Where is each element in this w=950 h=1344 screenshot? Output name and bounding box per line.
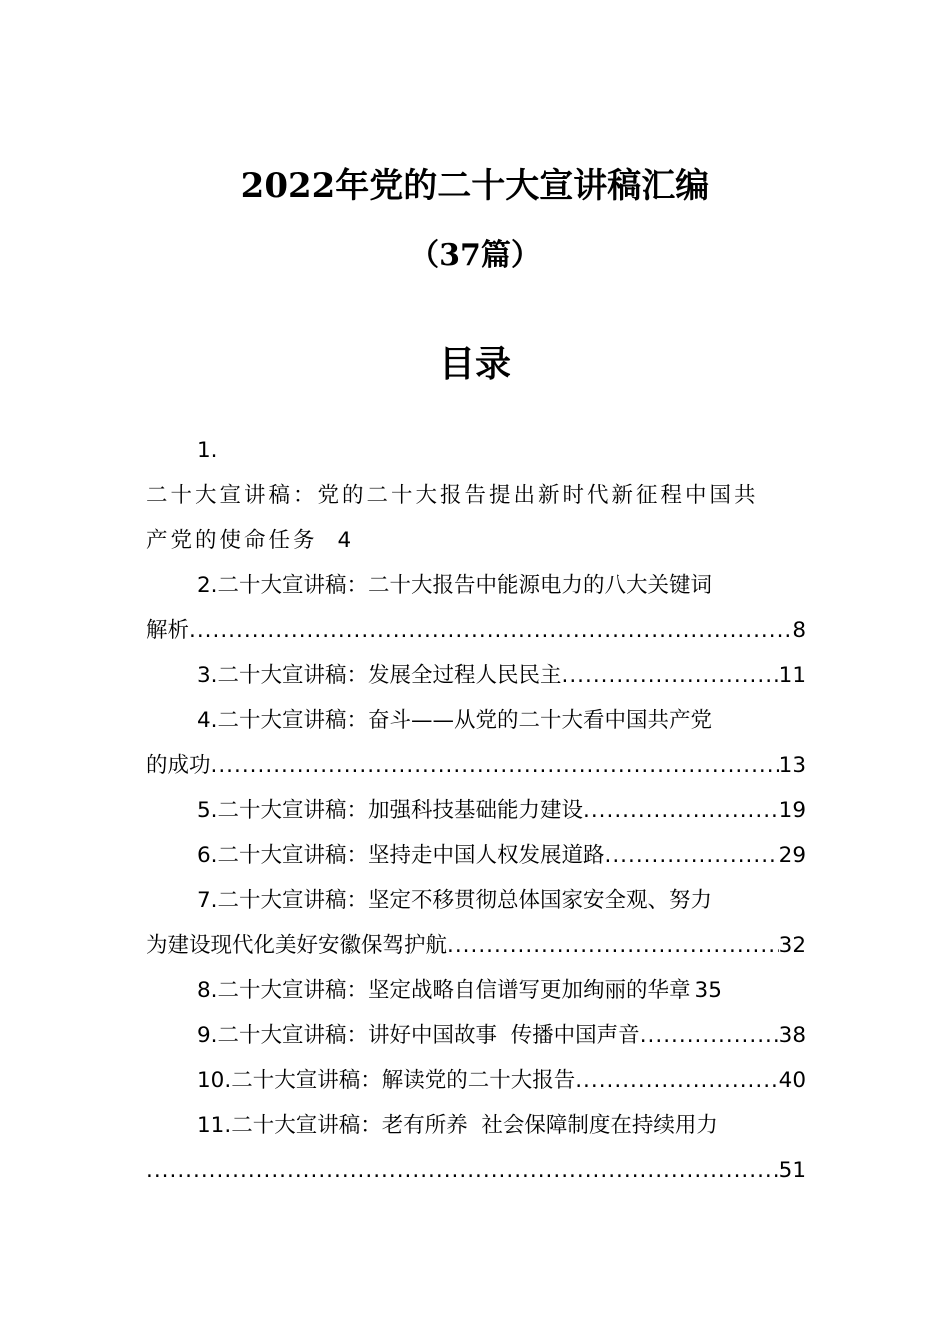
toc-heading: 目录 — [438, 343, 511, 385]
toc-entry-page: 32 — [778, 933, 806, 958]
toc-entry-5[interactable] — [146, 788, 806, 833]
toc-entry-11-line-a[interactable] — [146, 1103, 806, 1148]
toc-entry-1-line-a[interactable] — [146, 473, 806, 518]
toc-entry-page: 19 — [778, 798, 806, 823]
toc-entry-text: 为建设现代化美好安徽保驾护航 — [146, 933, 448, 958]
toc-entry-text: 11.二十大宣讲稿：老有所养 社会保障制度在持续用力 — [197, 1113, 718, 1138]
toc-entry-7-line-a[interactable] — [146, 878, 806, 923]
toc-entry-text: 6.二十大宣讲稿：坚持走中国人权发展道路 — [197, 843, 605, 868]
toc-entry-page: 38 — [778, 1023, 806, 1048]
toc-entry-page: 51 — [778, 1158, 806, 1183]
dot-leader — [640, 1013, 779, 1058]
toc-entry-1-number[interactable] — [146, 428, 806, 473]
toc-entry-text: 8.二十大宣讲稿：坚定战略自信谱写更加绚丽的华章 — [197, 978, 691, 1003]
dot-leader — [146, 1148, 779, 1193]
dot-leader — [211, 743, 779, 788]
toc-entry-11-line-b[interactable] — [146, 1148, 806, 1193]
dot-leader — [583, 788, 779, 833]
toc-entry-7-line-b[interactable] — [146, 923, 806, 968]
dot-leader — [575, 1058, 778, 1103]
dot-leader — [605, 833, 779, 878]
toc-entry-text: 产党的使命任务 — [146, 528, 318, 553]
toc-entry-page: 40 — [778, 1068, 806, 1093]
document-title: 2022年党的二十大宣讲稿汇编 — [240, 166, 710, 206]
toc-entry-text: 二十大宣讲稿：党的二十大报告提出新时代新征程中国共 — [146, 483, 759, 508]
toc-entry-text: 5.二十大宣讲稿：加强科技基础能力建设 — [197, 798, 584, 823]
toc-entry-2-line-b[interactable] — [146, 608, 806, 653]
table-of-contents — [146, 428, 806, 1193]
dot-leader — [189, 608, 792, 653]
toc-entry-text: 3.二十大宣讲稿：发展全过程人民民主 — [197, 663, 562, 688]
dot-leader — [447, 923, 779, 968]
toc-entry-4-line-b[interactable] — [146, 743, 806, 788]
toc-entry-page: 29 — [778, 843, 806, 868]
toc-entry-text: 9.二十大宣讲稿：讲好中国故事 传播中国声音 — [197, 1023, 640, 1048]
toc-entry-page: 11 — [778, 663, 806, 688]
toc-entry-text: 4.二十大宣讲稿：奋斗——从党的二十大看中国共产党 — [197, 708, 713, 733]
toc-entry-page: 13 — [778, 753, 806, 778]
toc-entry-3[interactable] — [146, 653, 806, 698]
toc-entry-text: 10.二十大宣讲稿：解读党的二十大报告 — [197, 1068, 576, 1093]
document-subtitle: （37篇） — [409, 238, 541, 273]
toc-entry-2-line-a[interactable] — [146, 563, 806, 608]
toc-entry-text: 解析 — [146, 618, 190, 643]
toc-entry-page: 35 — [694, 978, 722, 1003]
toc-entry-text: 7.二十大宣讲稿：坚定不移贯彻总体国家安全观、努力 — [197, 888, 713, 913]
toc-entry-text: 的成功 — [146, 753, 211, 778]
toc-entry-4-line-a[interactable] — [146, 698, 806, 743]
toc-entry-page: 4 — [337, 528, 355, 553]
toc-entry-8[interactable] — [146, 968, 806, 1013]
toc-entry-10[interactable] — [146, 1058, 806, 1103]
toc-entry-number: 1. — [197, 438, 218, 463]
toc-entry-6[interactable] — [146, 833, 806, 878]
toc-entry-1-line-b[interactable] — [146, 518, 806, 563]
toc-entry-page: 8 — [792, 618, 806, 643]
toc-entry-text: 2.二十大宣讲稿：二十大报告中能源电力的八大关键词 — [197, 573, 713, 598]
toc-entry-9[interactable] — [146, 1013, 806, 1058]
dot-leader — [562, 653, 779, 698]
